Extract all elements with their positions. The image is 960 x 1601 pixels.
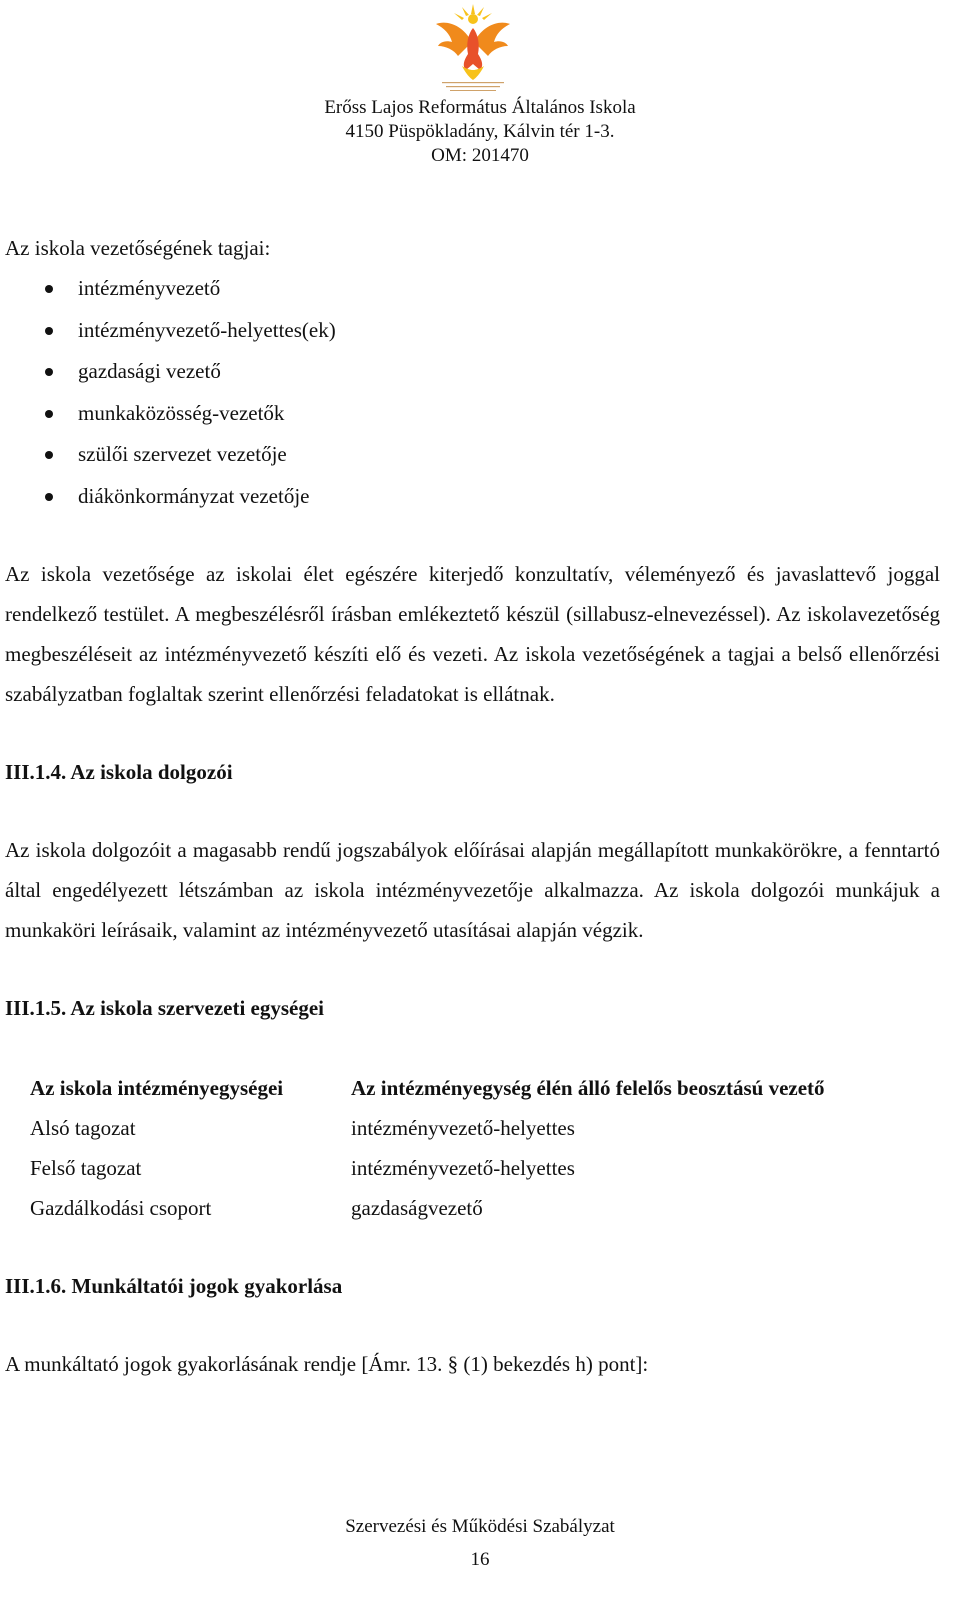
list-item: intézményvezető: [5, 268, 940, 310]
school-logo: [432, 4, 514, 96]
list-item: diákönkormányzat vezetője: [5, 476, 940, 518]
list-item: szülői szervezet vezetője: [5, 434, 940, 476]
page-content: [5, 228, 940, 1384]
school-om-code: OM: 201470: [431, 145, 529, 166]
table-row: [30, 1188, 825, 1228]
staff-paragraph: Az iskola dolgozóit a magasabb rendű jogszabályok előírásai alapján megállapított munkakörökre, a fenntartó által engedélyezett létszámban az iskola intézményvezetője alkalmazza. Az iskola dolgozói munkájuk a munkaköri leírásaik, valamint az intézményvezető utasításai alapján végzik.: [5, 838, 940, 942]
list-item: munkaközösség-vezetők: [5, 393, 940, 435]
table-header-leader: Az intézményegység élén álló felelős beosztású vezető: [351, 1076, 825, 1100]
rights-heading: III.1.6. Munkáltatói jogok gyakorlása: [5, 1274, 343, 1298]
rights-paragraph: A munkáltató jogok gyakorlásának rendje [Ámr. 13. § (1) bekezdés h) pont]:: [5, 1352, 649, 1376]
leadership-paragraph: Az iskola vezetősége az iskolai élet egészére kiterjedő konzultatív, véleményező és javaslattevő joggal rendelkező testület. A megbeszélésről írásban emlékeztető készül (sillabusz-elnevezéssel). Az iskolavezetőség megbeszéléseit az intézményvezető készíti elő és vezeti. Az iskola vezetőségének a tagjai a belső ellenőrzési szabályzatban foglaltak szerint ellenőrzési feladatokat is ellátnak.: [5, 562, 940, 706]
school-crest-icon: [432, 4, 514, 96]
list-item: intézményvezető-helyettes(ek): [5, 310, 940, 352]
staff-heading: III.1.4. Az iskola dolgozói: [5, 760, 233, 784]
table-row: [30, 1148, 825, 1188]
leadership-intro: Az iskola vezetőségének tagjai:: [5, 236, 271, 260]
table-cell: intézményvezető-helyettes: [351, 1116, 575, 1140]
table-cell: intézményvezető-helyettes: [351, 1156, 575, 1180]
list-item: gazdasági vezető: [5, 351, 940, 393]
units-heading: III.1.5. Az iskola szervezeti egységei: [5, 996, 325, 1020]
table-cell: Gazdálkodási csoport: [30, 1196, 212, 1220]
school-name: Erőss Lajos Református Általános Iskola: [324, 97, 636, 118]
footer-title: Szervezési és Működési Szabályzat: [345, 1516, 615, 1537]
table-cell: gazdaságvezető: [351, 1196, 483, 1220]
table-cell: Felső tagozat: [30, 1156, 142, 1180]
table-header-row: [30, 1068, 825, 1108]
table-header-unit: Az iskola intézményegységei: [30, 1076, 284, 1100]
units-table: [30, 1068, 825, 1228]
leadership-members-list: [5, 268, 940, 517]
school-address: 4150 Püspökladány, Kálvin tér 1-3.: [345, 121, 615, 142]
table-row: [30, 1108, 825, 1148]
page-number: 16: [470, 1549, 490, 1570]
table-cell: Alsó tagozat: [30, 1116, 136, 1140]
